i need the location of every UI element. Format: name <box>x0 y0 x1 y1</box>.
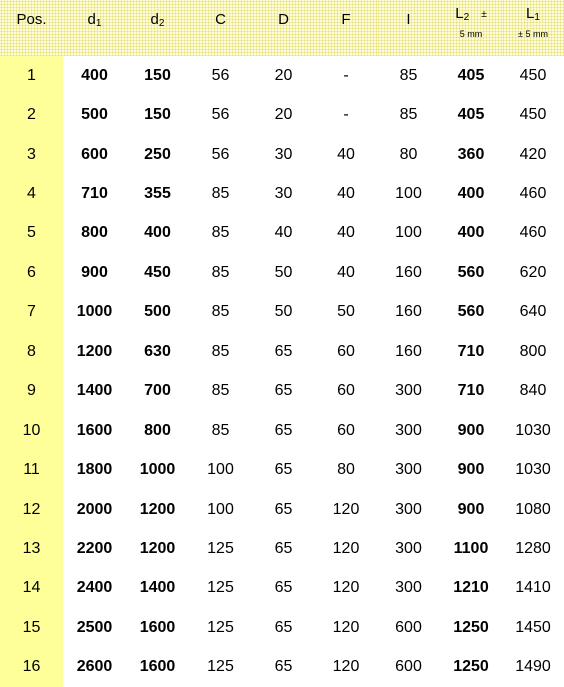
cell-d: 65 <box>274 579 293 597</box>
cell-l2: 560 <box>457 303 485 321</box>
cell-d2: 400 <box>144 224 171 242</box>
cell-d2: 1600 <box>139 658 176 676</box>
cell-c: 125 <box>207 618 234 636</box>
cell-d2: 150 <box>144 106 171 124</box>
cell-d1: 2500 <box>76 618 113 636</box>
cell-f: 120 <box>332 500 360 518</box>
cell-pos: 5 <box>0 214 63 253</box>
cell-f: 120 <box>332 618 360 636</box>
cell-pos: 12 <box>0 490 63 529</box>
header-c <box>189 0 252 56</box>
header-d <box>252 0 315 56</box>
cell-pos: 6 <box>0 253 63 292</box>
cell-i: 300 <box>395 539 422 557</box>
cell-d1: 1800 <box>76 461 113 479</box>
cell-d: 65 <box>274 421 293 439</box>
cell-l2: 405 <box>457 66 485 84</box>
cell-d: 20 <box>274 66 293 84</box>
cell-f: 120 <box>332 539 360 557</box>
table-row <box>0 411 564 450</box>
cell-l1: 460 <box>519 224 547 242</box>
cell-l2: 900 <box>457 461 485 479</box>
cell-c: 56 <box>211 145 230 163</box>
header-l2-tolerance: 5 mm <box>459 29 483 39</box>
cell-l2: 405 <box>457 106 485 124</box>
cell-l1: 1030 <box>515 461 551 479</box>
cell-c: 125 <box>207 658 234 676</box>
cell-d1: 1200 <box>76 342 113 360</box>
cell-d2: 1400 <box>139 579 176 597</box>
cell-c: 100 <box>207 461 234 479</box>
cell-d: 50 <box>274 303 293 321</box>
cell-pos: 2 <box>0 95 63 134</box>
cell-l1: 1030 <box>515 421 551 439</box>
header-pos-label: Pos. <box>16 11 47 28</box>
cell-pos: 14 <box>0 569 63 608</box>
cell-i: 160 <box>395 303 422 321</box>
table-row <box>0 372 564 411</box>
cell-d: 40 <box>274 224 293 242</box>
header-d1-base: d <box>87 11 96 28</box>
cell-f: 60 <box>337 342 355 360</box>
cell-d: 65 <box>274 342 293 360</box>
cell-f: - <box>343 106 349 124</box>
cell-l1: 420 <box>519 145 547 163</box>
cell-i: 160 <box>395 263 422 281</box>
cell-l2: 400 <box>457 224 485 242</box>
header-row <box>0 0 564 56</box>
cell-d2: 1200 <box>139 500 176 518</box>
cell-pos: 16 <box>0 648 63 687</box>
cell-l1: 1080 <box>515 500 551 518</box>
cell-d: 65 <box>274 382 293 400</box>
cell-pos: 10 <box>0 411 63 450</box>
cell-i: 300 <box>395 461 422 479</box>
cell-l2: 1100 <box>453 539 489 557</box>
cell-l1: 840 <box>519 382 547 400</box>
table-row <box>0 174 564 213</box>
header-pos <box>0 0 63 56</box>
cell-f: 50 <box>337 303 355 321</box>
cell-d1: 600 <box>81 145 108 163</box>
cell-c: 100 <box>207 500 234 518</box>
cell-f: 60 <box>337 421 355 439</box>
header-l1-sub: 1 <box>534 12 540 23</box>
table-header <box>0 0 564 56</box>
table-row <box>0 253 564 292</box>
cell-i: 300 <box>395 382 422 400</box>
cell-d: 65 <box>274 500 293 518</box>
header-d2-base: d <box>150 11 159 28</box>
cell-l1: 460 <box>519 185 547 203</box>
cell-i: 100 <box>395 224 422 242</box>
cell-d1: 800 <box>81 224 108 242</box>
header-d1-sub: 1 <box>95 18 102 29</box>
cell-l1: 640 <box>519 303 547 321</box>
cell-l1: 1490 <box>515 658 551 676</box>
cell-f: 40 <box>337 224 355 242</box>
cell-l1: 450 <box>519 66 547 84</box>
cell-l1: 1280 <box>515 539 551 557</box>
cell-d: 20 <box>274 106 293 124</box>
cell-l1: 800 <box>519 342 547 360</box>
cell-c: 125 <box>207 579 234 597</box>
header-l2-pm: ± <box>481 9 487 20</box>
cell-d1: 900 <box>81 263 108 281</box>
cell-d1: 2200 <box>76 539 113 557</box>
cell-pos: 4 <box>0 174 63 213</box>
cell-c: 56 <box>211 66 230 84</box>
header-l1-tolerance: ± 5 mm <box>518 29 548 39</box>
cell-i: 160 <box>395 342 422 360</box>
cell-i: 600 <box>395 618 422 636</box>
header-d2 <box>126 0 189 56</box>
cell-d2: 1600 <box>139 618 176 636</box>
cell-d2: 150 <box>144 66 171 84</box>
cell-l1: 450 <box>519 106 547 124</box>
cell-d1: 1600 <box>76 421 113 439</box>
cell-d1: 2600 <box>76 658 113 676</box>
cell-f: - <box>343 66 349 84</box>
cell-i: 85 <box>399 66 418 84</box>
header-i-label: I <box>406 11 411 28</box>
table-row <box>0 135 564 174</box>
cell-f: 60 <box>337 382 355 400</box>
cell-pos: 8 <box>0 332 63 371</box>
cell-d: 30 <box>274 185 293 203</box>
cell-d: 65 <box>274 618 293 636</box>
cell-i: 80 <box>399 145 418 163</box>
cell-d2: 1000 <box>139 461 176 479</box>
header-l1 <box>502 0 564 56</box>
cell-l2: 360 <box>457 145 485 163</box>
header-d2-sub: 2 <box>158 18 165 29</box>
cell-l2: 1250 <box>453 658 489 676</box>
cell-d: 50 <box>274 263 293 281</box>
cell-i: 600 <box>395 658 422 676</box>
cell-i: 300 <box>395 500 422 518</box>
cell-c: 85 <box>211 263 230 281</box>
cell-d2: 630 <box>144 342 171 360</box>
cell-l2: 1250 <box>453 618 489 636</box>
header-d1 <box>63 0 126 56</box>
cell-l2: 710 <box>457 342 485 360</box>
cell-d1: 2400 <box>76 579 113 597</box>
header-d-label: D <box>278 11 289 28</box>
cell-pos: 7 <box>0 293 63 332</box>
cell-d1: 1400 <box>76 382 113 400</box>
header-c-label: C <box>215 11 226 28</box>
cell-f: 120 <box>332 658 360 676</box>
cell-l2: 900 <box>457 500 485 518</box>
cell-d1: 400 <box>81 66 108 84</box>
cell-d1: 1000 <box>76 303 113 321</box>
cell-c: 85 <box>211 382 230 400</box>
cell-c: 56 <box>211 106 230 124</box>
cell-d: 65 <box>274 461 293 479</box>
cell-d2: 250 <box>144 145 171 163</box>
cell-l2: 900 <box>457 421 485 439</box>
table-row <box>0 490 564 529</box>
cell-d2: 1200 <box>139 539 176 557</box>
header-f <box>315 0 377 56</box>
cell-d1: 710 <box>81 185 108 203</box>
table-row <box>0 56 564 95</box>
header-l2-base: L <box>455 5 464 22</box>
cell-d1: 2000 <box>76 500 113 518</box>
cell-c: 85 <box>211 421 230 439</box>
cell-l1: 620 <box>519 263 547 281</box>
cell-f: 40 <box>337 185 355 203</box>
cell-l1: 1410 <box>515 579 551 597</box>
cell-i: 85 <box>399 106 418 124</box>
cell-pos: 15 <box>0 608 63 647</box>
cell-pos: 1 <box>0 56 63 95</box>
cell-l2: 560 <box>457 263 485 281</box>
header-i <box>377 0 440 56</box>
cell-c: 85 <box>211 224 230 242</box>
cell-d2: 450 <box>144 263 171 281</box>
cell-d2: 800 <box>144 421 171 439</box>
cell-l2: 1210 <box>453 579 489 597</box>
cell-f: 40 <box>337 145 355 163</box>
cell-pos: 11 <box>0 450 63 489</box>
header-l1-base: L <box>526 5 535 22</box>
header-f-label: F <box>341 11 351 28</box>
table-row <box>0 569 564 608</box>
cell-c: 85 <box>211 303 230 321</box>
cell-f: 80 <box>337 461 355 479</box>
cell-f: 40 <box>337 263 355 281</box>
cell-c: 85 <box>211 342 230 360</box>
cell-l2: 400 <box>457 185 485 203</box>
cell-f: 120 <box>332 579 360 597</box>
header-l2 <box>440 0 502 56</box>
cell-d2: 500 <box>144 303 171 321</box>
table-row <box>0 332 564 371</box>
cell-i: 100 <box>395 185 422 203</box>
table-body <box>0 56 564 687</box>
cell-d: 30 <box>274 145 293 163</box>
cell-l2: 710 <box>457 382 485 400</box>
table-row <box>0 608 564 647</box>
table-row <box>0 648 564 687</box>
cell-d2: 355 <box>144 185 171 203</box>
cell-pos: 13 <box>0 529 63 568</box>
table-row <box>0 450 564 489</box>
cell-c: 125 <box>207 539 234 557</box>
cell-d: 65 <box>274 539 293 557</box>
cell-d: 65 <box>274 658 293 676</box>
header-l2-sub: 2 <box>463 12 470 23</box>
table-row <box>0 529 564 568</box>
table-row <box>0 293 564 332</box>
cell-c: 85 <box>211 185 230 203</box>
cell-l1: 1450 <box>515 618 551 636</box>
cell-pos: 3 <box>0 135 63 174</box>
cell-pos: 9 <box>0 372 63 411</box>
cell-d1: 500 <box>81 106 108 124</box>
cell-d2: 700 <box>144 382 171 400</box>
table-row <box>0 214 564 253</box>
cell-i: 300 <box>395 579 422 597</box>
table-row <box>0 95 564 134</box>
cell-i: 300 <box>395 421 422 439</box>
